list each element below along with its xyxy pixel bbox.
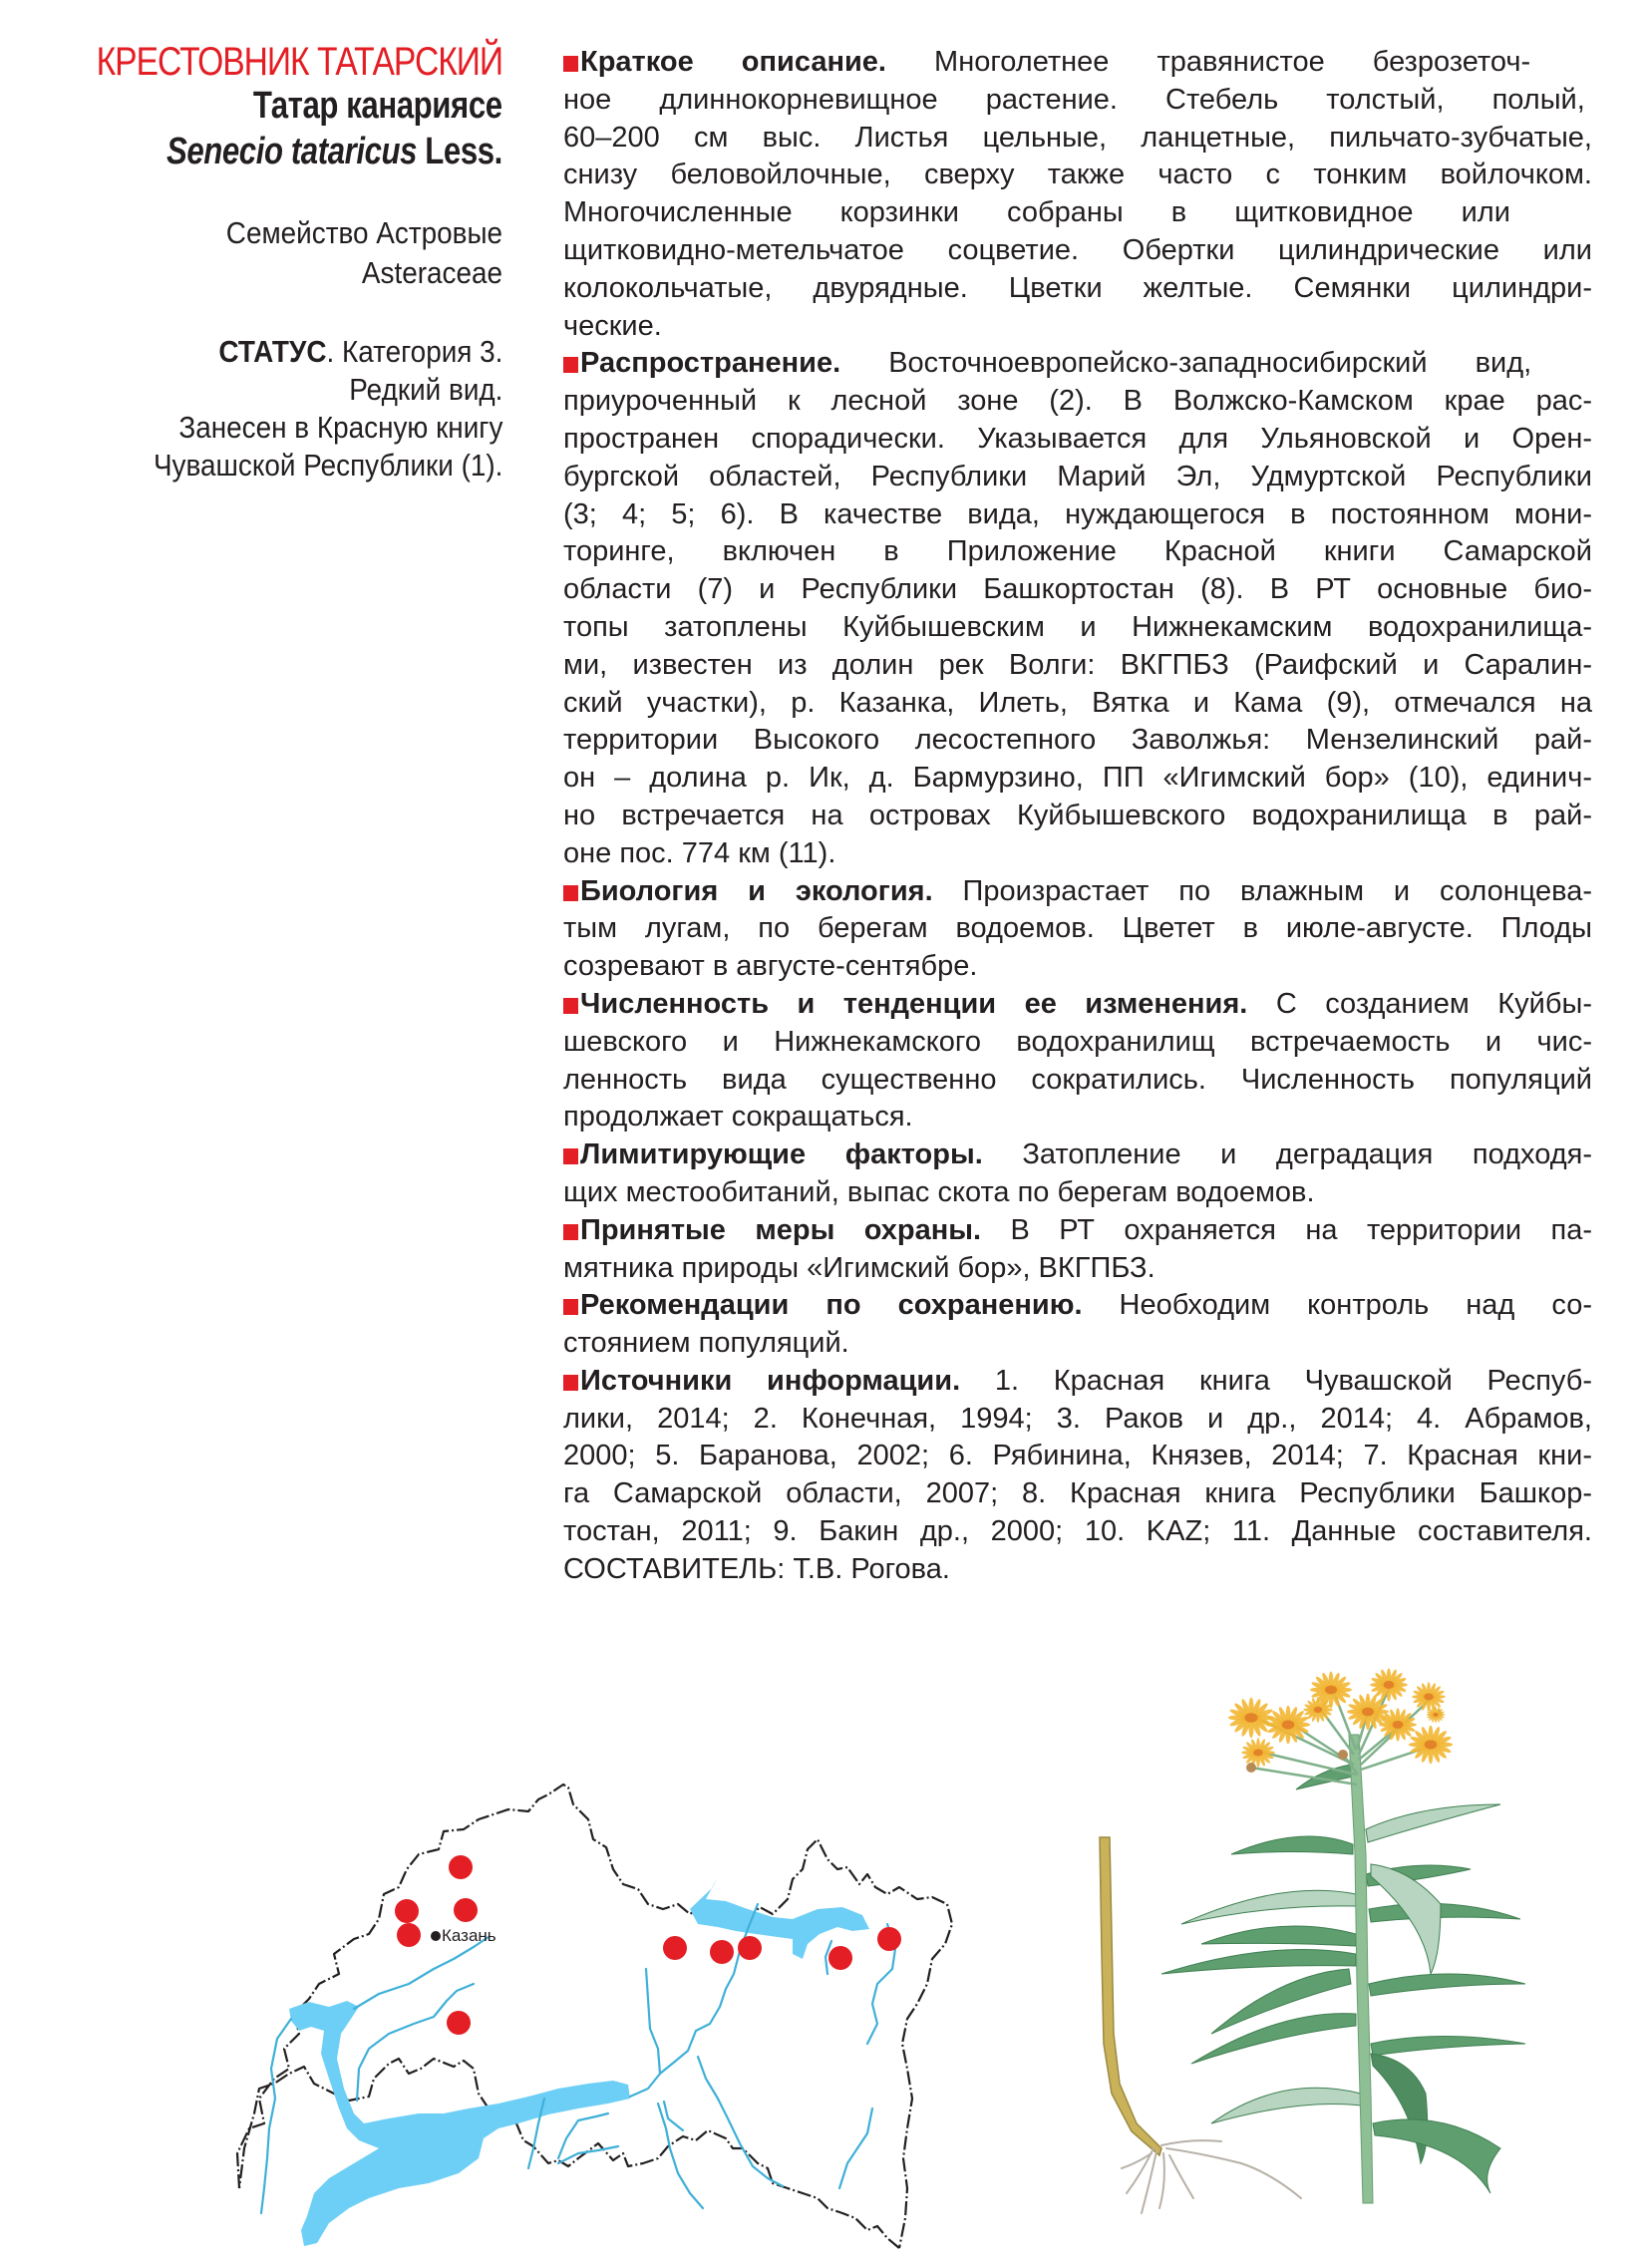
text-line — [563, 345, 1592, 383]
mesha-river — [357, 1984, 474, 2101]
latin-binomial: Senecio tataricus — [166, 131, 418, 172]
text-line — [563, 1212, 1592, 1250]
text-line — [563, 685, 1592, 723]
text-line — [563, 1475, 1592, 1513]
section-text: В РТ охраняется на территории па- — [981, 1213, 1592, 1246]
section-text: тостан, 2011; 9. Бакин др., 2000; 10. KAZ; 11. Данные составителя. — [563, 1515, 1592, 1548]
section-text: торинге, включен в Приложение Красной книги Самарской — [563, 535, 1592, 568]
flower-heads — [1228, 1668, 1453, 1773]
section-text: СОСТАВИТЕЛЬ: Т.В. Рогова. — [563, 1552, 950, 1585]
section-heading: Принятые меры охраны. — [580, 1213, 982, 1246]
city-kazan — [431, 1926, 496, 1945]
section-heading: Краткое описание. — [580, 46, 886, 78]
section-heading: Лимитирующие факторы. — [580, 1138, 983, 1171]
section-text: топы затоплены Куйбышевским и Нижнекамским водохранилища- — [563, 610, 1592, 643]
occurrence-dot — [447, 2011, 471, 2035]
text-line — [563, 1325, 1592, 1363]
plant-illustration — [1082, 1655, 1560, 2253]
section-text: лики, 2014; 2. Конечная, 1994; 3. Раков и др., 2014; 4. Абрамов, — [563, 1402, 1592, 1435]
species-title-latin — [166, 131, 502, 173]
section-bullet-icon — [563, 1148, 578, 1164]
section-heading: Численность и тенденции ее изменения. — [580, 987, 1248, 1020]
text-line — [563, 383, 1592, 421]
section-text: продолжает сокращаться. — [563, 1101, 913, 1134]
section-text: 1. Красная книга Чувашской Респуб- — [960, 1364, 1592, 1397]
section-bullet-icon — [563, 357, 578, 373]
status-line: Занесен в Красную книгу — [177, 410, 502, 445]
status-block — [154, 333, 502, 485]
text-line — [563, 873, 1592, 911]
text-line — [563, 232, 1592, 270]
ik-river — [839, 2108, 872, 2188]
section — [563, 345, 1592, 872]
volga-river — [261, 2019, 291, 2213]
text-line — [563, 571, 1592, 609]
section-text: созревают в августе-сентябре. — [563, 950, 978, 983]
section-text: ческие. — [563, 309, 662, 342]
section-bullet-icon — [563, 885, 578, 901]
section-text: ский участки), р. Казанка, Илеть, Вятка и Кама (9), отмечался на — [563, 686, 1592, 719]
text-line — [563, 798, 1592, 835]
section-text: приуроченный к лесной зоне (2). В Волжско-Камском крае рас- — [563, 385, 1592, 418]
occurrence-dot — [663, 1936, 687, 1960]
section-text: (3; 4; 5; 6). В качестве вида, нуждающегося в постоянном мони- — [563, 497, 1592, 530]
text-line — [563, 986, 1592, 1024]
family-russian: Семейство Астровые — [225, 215, 502, 250]
text-line — [563, 533, 1592, 571]
status-line: Чувашской Республики (1). — [153, 448, 502, 483]
section-text: 2000; 5. Баранова, 2002; 6. Рябинина, Князев, 2014; 7. Красная кни- — [563, 1440, 1592, 1472]
plant-stem — [1349, 1735, 1373, 2203]
status-label: СТАТУС — [217, 334, 327, 369]
section-text: снизу беловойлочные, сверху также часто с тонким войлочком. — [563, 159, 1592, 191]
status-category: . Категория 3. — [326, 334, 502, 369]
text-line — [563, 609, 1592, 647]
small-river-south-3 — [558, 2146, 618, 2163]
section-text: Необходим контроль над со- — [1082, 1289, 1592, 1322]
section-text: колокольчатые, двурядные. Цветки желтые. Семянки цилиндри- — [563, 271, 1592, 304]
section-text: мятника природы «Игимский бор», ВКГПБЗ. — [563, 1251, 1155, 1284]
sheshma-river — [698, 2057, 783, 2186]
flower-head — [1228, 1698, 1274, 1738]
occurrence-dot — [877, 1927, 901, 1951]
section-text: оне пос. 774 км (11). — [563, 836, 836, 869]
rhizome-stem — [1100, 1837, 1161, 2155]
occurrence-dot — [710, 1940, 734, 1964]
section — [563, 1136, 1592, 1212]
text-line — [563, 194, 1592, 232]
flower-head — [1379, 1708, 1417, 1741]
flower-head — [1427, 1707, 1446, 1724]
flower-head — [1310, 1672, 1352, 1709]
section — [563, 1212, 1592, 1288]
text-line — [563, 1287, 1592, 1325]
text-line — [563, 647, 1592, 685]
rhizome — [1100, 1837, 1301, 2213]
text-line — [563, 760, 1592, 798]
species-title-tatar: Татар канариясе — [253, 85, 502, 127]
section-text: пространен спорадически. Указывается для Ульяновской и Орен- — [563, 422, 1592, 455]
occurrence-dot — [454, 1898, 478, 1922]
section-bullet-icon — [563, 1299, 578, 1315]
section-bullet-icon — [563, 998, 578, 1014]
section-text: С созданием Куйбы- — [1247, 987, 1592, 1020]
text-line — [563, 1250, 1592, 1288]
water-bodies — [289, 1877, 869, 2246]
section-heading: Биология и экология. — [580, 874, 933, 907]
section-text: га Самарской области, 2007; 8. Красная книга Республики Башкор- — [563, 1477, 1592, 1510]
section-text: Затопление и деградация подходя- — [982, 1138, 1592, 1171]
zay-river — [658, 2104, 703, 2208]
section-text: бургской областей, Республики Марий Эл, Удмуртской Республики — [563, 460, 1592, 492]
text-line — [563, 1551, 1592, 1589]
section-text: Многочисленные корзинки собраны в щитковидное или — [563, 196, 1510, 229]
distribution-map — [229, 1770, 962, 2263]
section-text: ми, известен из долин рек Волги: ВКГПБЗ (Раифский и Саралин- — [563, 648, 1592, 681]
small-river-west — [664, 2102, 683, 2130]
flower-head — [1409, 1726, 1453, 1765]
occurrence-dot — [738, 1936, 762, 1960]
section-text: Произрастает по влажным и солонцева- — [932, 874, 1592, 907]
section — [563, 986, 1592, 1136]
section-bullet-icon — [563, 1224, 578, 1240]
text-line — [563, 1099, 1592, 1136]
occurrence-dot — [395, 1899, 419, 1923]
flower-head — [1370, 1668, 1408, 1701]
occurrence-dot — [449, 1855, 473, 1879]
occurrence-dot — [397, 1923, 421, 1947]
text-line — [563, 157, 1592, 194]
section-text: Многолетнее травянистое безрозеточ- — [885, 46, 1531, 78]
text-line — [563, 1401, 1592, 1439]
section-text: ное длиннокорневищное растение. Стебель толстый, полый, — [563, 83, 1585, 116]
section — [563, 873, 1592, 986]
section-bullet-icon — [563, 56, 578, 72]
flower-head — [1338, 1750, 1348, 1760]
section-bullet-icon — [563, 1375, 578, 1391]
flower-head — [1412, 1682, 1446, 1711]
roots — [1122, 2140, 1301, 2213]
section-text: территории Высокого лесостепного Заволжья: Мензелинский рай- — [563, 724, 1592, 757]
section-text: ленность вида существенно сократились. Численность популяций — [563, 1063, 1592, 1096]
status-line: Редкий вид. — [348, 372, 502, 407]
text-line — [563, 82, 1592, 120]
section-text: щитковидно-метельчатое соцветие. Обертки цилиндрические или — [563, 233, 1592, 266]
section — [563, 1287, 1592, 1363]
kama-river — [630, 1969, 660, 2097]
family-block — [226, 213, 502, 293]
section-text: тым лугам, по берегам водоемов. Цветет в июле-августе. Плоды — [563, 912, 1592, 945]
kuibyshev-reservoir — [289, 2001, 630, 2246]
text-line — [563, 270, 1592, 308]
family-latin: Asteraceae — [361, 255, 502, 290]
species-description — [563, 44, 1592, 1589]
text-line — [563, 120, 1592, 158]
text-line — [563, 1513, 1592, 1551]
latin-author: Less. — [425, 131, 502, 172]
section-heading: Распространение. — [580, 347, 841, 380]
text-line — [563, 1024, 1592, 1062]
text-line — [563, 1438, 1592, 1475]
occurrence-dot — [828, 1946, 852, 1970]
section-heading: Рекомендации по сохранению. — [580, 1289, 1083, 1322]
text-line — [563, 1062, 1592, 1100]
text-line — [563, 1174, 1592, 1212]
flower-head — [1241, 1738, 1275, 1767]
text-line — [563, 910, 1592, 948]
text-line — [563, 459, 1592, 496]
text-line — [563, 44, 1592, 82]
text-line — [563, 1136, 1592, 1174]
flower-head — [1246, 1763, 1256, 1773]
text-line — [563, 722, 1592, 760]
city-label: Казань — [442, 1926, 496, 1945]
section-text: он – долина р. Ик, д. Бармурзино, ПП «Игимский бор» (10), единич- — [563, 762, 1592, 795]
section-text: стоянием популяций. — [563, 1327, 849, 1360]
text-line — [563, 496, 1592, 534]
section — [563, 44, 1592, 345]
status-line — [154, 333, 502, 371]
section-text: шевского и Нижнекамского водохранилищ встречаемость и чис- — [563, 1025, 1592, 1058]
section-text: области (7) и Республики Башкортостан (8). В РТ основные био- — [563, 573, 1592, 606]
text-line — [563, 948, 1592, 986]
section-text: но встречается на островах Куйбышевского водохранилища в рай- — [563, 799, 1592, 831]
text-line — [563, 308, 1592, 346]
section-text: щих местообитаний, выпас скота по берегам водоемов. — [563, 1175, 1315, 1208]
species-title-russian: КРЕСТОВНИК ТАТАРСКИЙ — [96, 40, 502, 84]
text-line — [563, 1363, 1592, 1401]
kazanka-river — [354, 1937, 489, 2009]
section-text: 60–200 см выс. Листья цельные, ланцетные, пильчато-зубчатые, — [563, 121, 1592, 154]
section — [563, 1363, 1592, 1589]
flower-head — [1266, 1706, 1310, 1745]
text-line — [563, 421, 1592, 459]
text-line — [563, 835, 1592, 873]
section-heading: Источники информации. — [580, 1364, 961, 1397]
plant-leaves — [1161, 1765, 1525, 2193]
section-text: Восточноевропейско-западносибирский вид, — [840, 347, 1532, 380]
city-dot — [431, 1931, 441, 1941]
